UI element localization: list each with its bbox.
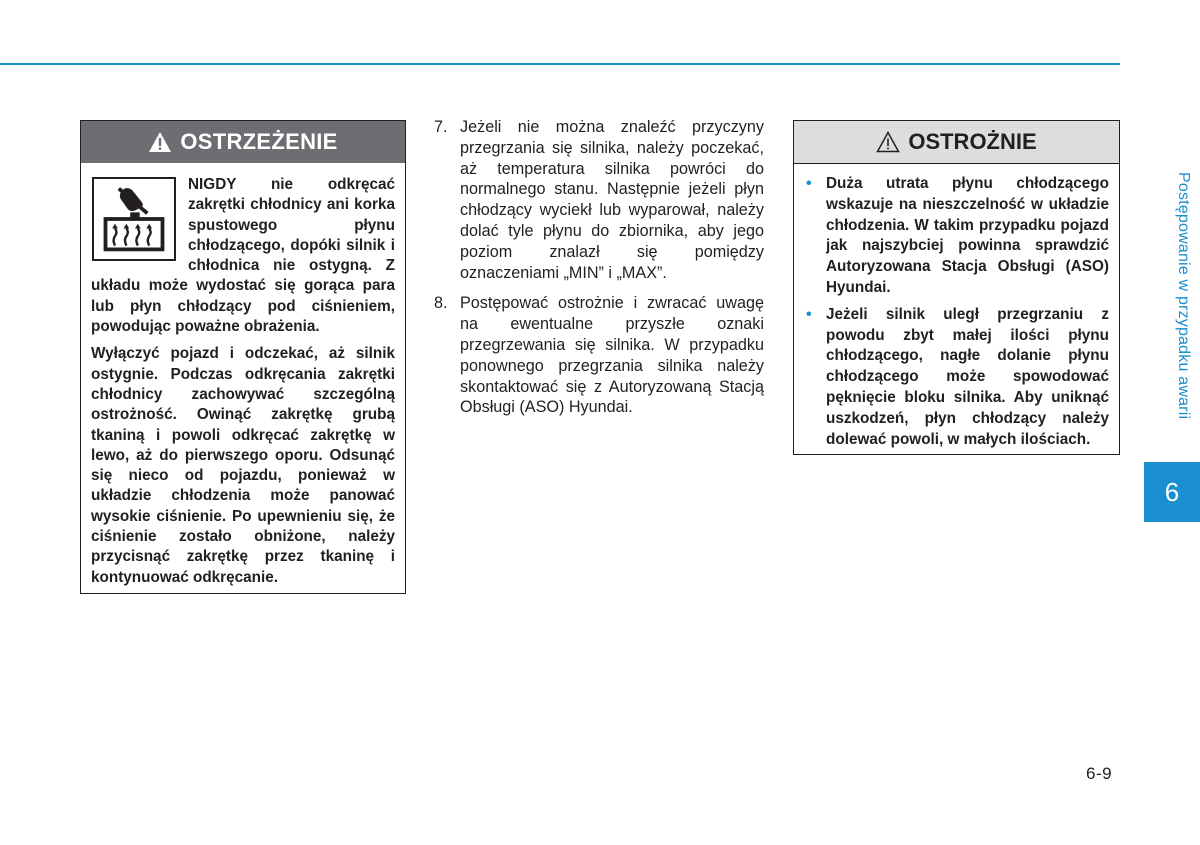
hot-radiator-no-touch-icon (92, 177, 176, 261)
caution-item-text: Jeżeli silnik uległ przegrzaniu z powodu zbyt małej ilości płynu chłodzącego, nagłe dolanie płynu chłodzącego może spowodować pęknięcie bloku silnika. Aby uniknąć uszkodzeń, płyn chłodzący należy dolewać powoli, w małych ilościach. (826, 305, 1109, 448)
caution-list (794, 164, 1119, 450)
step-item (434, 293, 764, 418)
caution-triangle-icon (876, 131, 900, 153)
steps-list (434, 117, 764, 428)
caution-header (794, 121, 1119, 164)
top-rule (0, 63, 1120, 65)
warning-body (81, 163, 405, 588)
warning-triangle-icon (148, 131, 172, 153)
bullet-icon: • (806, 305, 812, 323)
warning-title: OSTRZEŻENIE (180, 129, 338, 154)
step-number: 7. (434, 118, 448, 136)
warning-paragraph-2: Wyłączyć pojazd i odczekać, aż silnik ostygnie. Podczas odkręcania zakrętki chłodnicy zachowywać szczególną ostrożność. Owinąć zakrętkę grubą tkaniną i powoli odkręcać zakrętkę w lewo, aż do pierwszego oporu. Odsunąć się nieco od pojazdu, ponieważ w układzie chłodzenia może panować wysokie ciśnienie. Po upewnieniu się, że ciśnienie zostało obniżone, należy przycisnąć zakrętkę przez tkaninę i kontynuować odkręcanie. (91, 345, 395, 586)
bullet-icon: • (806, 175, 812, 192)
caution-item (806, 174, 1109, 299)
caution-item-text: Duża utrata płynu chłodzącego wskazuje na nieszczelność w układzie chłodzenia. W takim przypadku pojazd jak najszybciej powinna sprawdzić Autoryzowana Stacja Obsługi (ASO) Hyundai. (826, 175, 1109, 296)
chapter-tab[interactable]: 6 (1144, 462, 1200, 522)
section-side-label: Postępowanie w przypadku awarii (1175, 172, 1192, 420)
caution-title: OSTROŻNIE (908, 129, 1037, 154)
step-text: Postępować ostrożnie i zwracać uwagę na ewentualne przyszłe oznaki przegrzewania się silnika. W przypadku ponownego przegrzania silnika należy skontaktować się z Autoryzowaną Stacją Obsługi (ASO) Hyundai. (460, 294, 764, 417)
warning-box (80, 120, 406, 594)
page-number: 6-9 (1086, 764, 1113, 783)
step-number: 8. (434, 294, 448, 313)
step-item (434, 117, 764, 283)
caution-box (793, 120, 1120, 455)
step-text: Jeżeli nie można znaleźć przyczyny przegrzania się silnika, należy poczekać, aż temperatura silnika powróci do normalnego stanu. Następnie jeżeli płyn chłodzący wyciekł lub wyparował, należy dolać tyle płynu do zbiornika, aby jego poziom znalazł się pomiędzy oznaczeniami „MIN” i „MAX”. (460, 118, 764, 282)
caution-item (806, 305, 1109, 451)
warning-paragraph-1: NIGDY nie odkręcać zakrętki chłodnicy ani korka spustowego płynu chłodzącego, dopóki silnik i chłodnica nie ostygną. Z układu może wydostać się gorąca para lub płyn chłodzący pod ciśnieniem, powodując poważne obrażenia. (91, 176, 395, 336)
warning-header (81, 121, 405, 163)
